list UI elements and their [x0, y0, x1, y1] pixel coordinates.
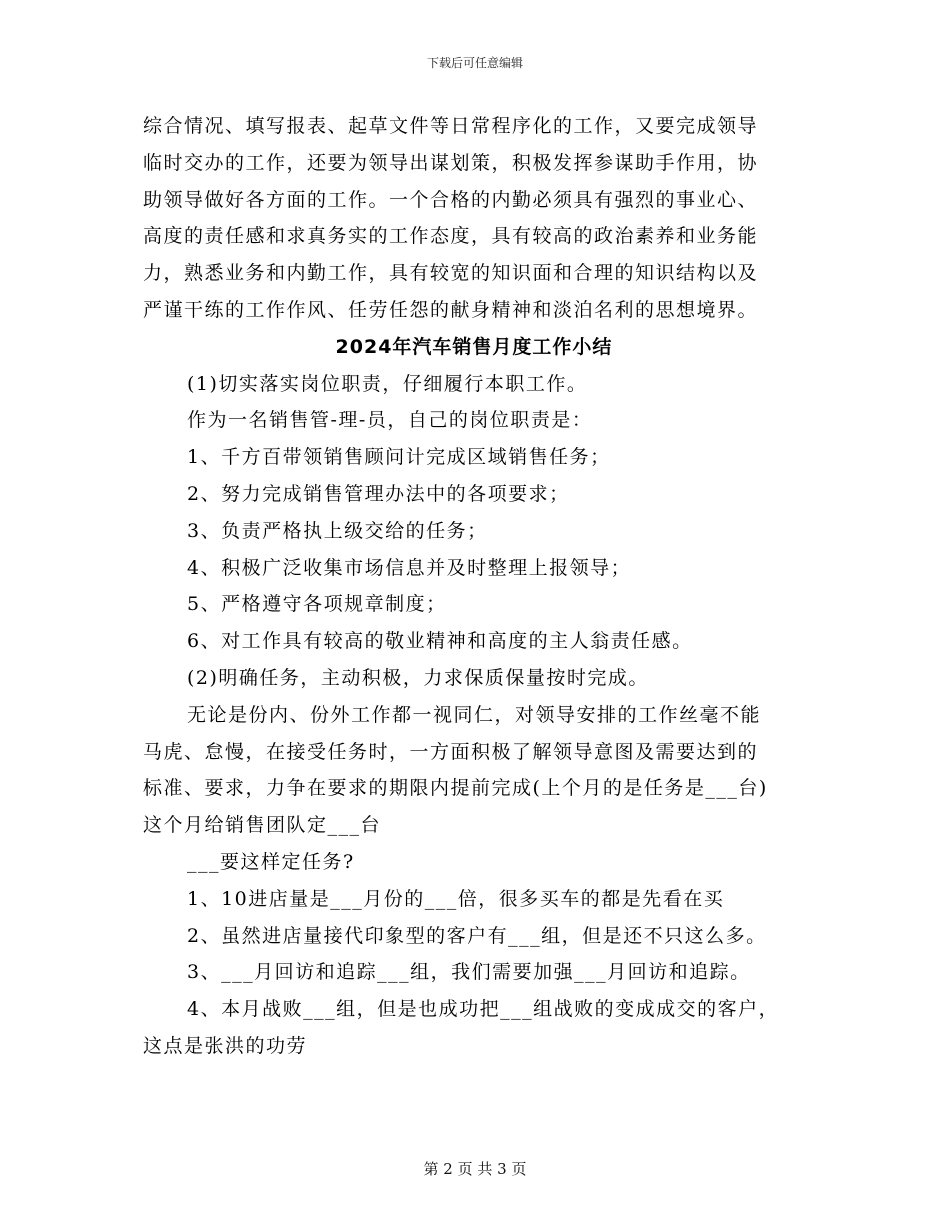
intro-line: 助领导做好各方面的工作。一个合格的内勤必须具有强烈的事业心、 — [143, 188, 759, 211]
reason-item: 2、虽然进店量接代印象型的客户有___组，但是还不只这么多。 — [187, 924, 767, 947]
section2-heading: (2)明确任务，主动积极，力求保质保量按时完成。 — [187, 666, 649, 689]
section2-paragraph-line: 这个月给销售团队定___台 — [143, 814, 382, 837]
duty-item: 2、努力完成销售管理办法中的各项要求； — [187, 482, 570, 505]
page-footer: 第 2 页 共 3 页 — [423, 1160, 527, 1178]
section2-question: ___要这样定任务? — [187, 850, 355, 873]
duty-item: 1、千方百带领销售顾问计完成区域销售任务； — [187, 446, 611, 469]
reason-item: 3、___月回访和追踪___组，我们需要加强___月回访和追踪。 — [187, 961, 751, 984]
duty-item: 6、对工作具有较高的敬业精神和高度的主人翁责任感。 — [187, 630, 693, 653]
intro-line: 临时交办的工作，还要为领导出谋划策，积极发挥参谋助手作用，协 — [143, 151, 759, 174]
reason-item: 1、10进店量是___月份的___倍，很多买车的都是先看在买 — [187, 887, 725, 910]
section1-lead: 作为一名销售管-理-员，自己的岗位职责是： — [187, 409, 593, 432]
reason-item-continuation: 这点是张洪的功劳 — [143, 1034, 308, 1057]
intro-line: 力，熟悉业务和内勤工作，具有较宽的知识面和合理的知识结构以及 — [143, 262, 759, 285]
duty-item: 5、严格遵守各项规章制度； — [187, 593, 447, 616]
section1-heading: (1)切实落实岗位职责，仔细履行本职工作。 — [187, 372, 588, 395]
duty-item: 4、积极广泛收集市场信息并及时整理上报领导； — [187, 556, 632, 579]
document-title: 2024年汽车销售月度工作小结 — [335, 335, 613, 358]
document-body — [143, 108, 805, 1065]
section2-paragraph-line: 无论是份内、份外工作都一视同仁，对领导安排的工作丝毫不能 — [187, 703, 762, 726]
section2-paragraph-line: 标准、要求，力争在要求的期限内提前完成(上个月的是任务是___台) — [143, 777, 768, 800]
intro-line: 高度的责任感和求真务实的工作态度，具有较高的政治素养和业务能 — [143, 225, 759, 248]
intro-line: 严谨干练的工作作风、任劳任怨的献身精神和淡泊名利的思想境界。 — [143, 298, 759, 321]
reason-item: 4、本月战败___组，但是也成功把___组战败的变成成交的客户， — [187, 998, 780, 1021]
duty-item: 3、负责严格执上级交给的任务； — [187, 519, 488, 542]
page-header: 下载后可任意编辑 — [426, 56, 523, 70]
intro-line: 综合情况、填写报表、起草文件等日常程序化的工作，又要完成领导 — [143, 115, 759, 137]
section2-paragraph-line: 马虎、怠慢，在接受任务时，一方面积极了解领导意图及需要达到的 — [143, 740, 759, 763]
